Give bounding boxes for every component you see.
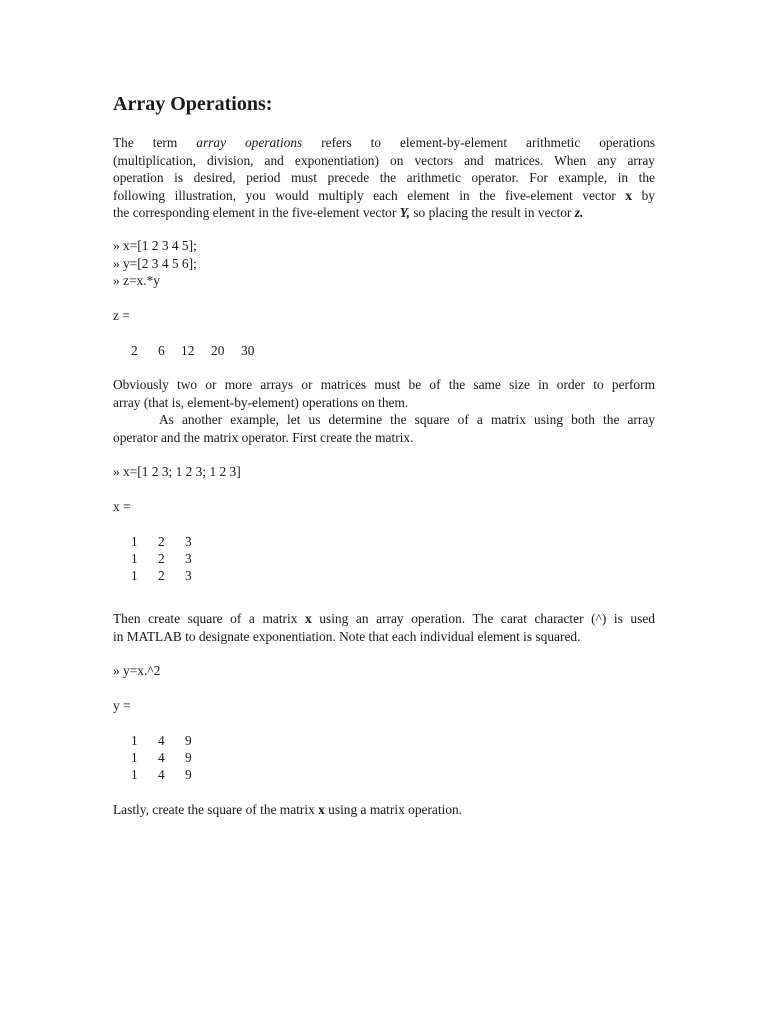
matrix-cell: 4 — [158, 750, 165, 765]
matrix-cell: 4 — [158, 733, 165, 748]
paragraph-3 — [113, 610, 655, 645]
matrix-cell: 9 — [185, 767, 192, 782]
x-matrix-row — [113, 550, 413, 568]
x-label: x = — [113, 499, 131, 514]
vector-y-bold: Y, — [399, 205, 410, 220]
matrix-cell: 9 — [185, 733, 192, 748]
y-matrix-row — [113, 749, 413, 767]
matrix-cell: 4 — [158, 767, 165, 782]
code-line: » x=[1 2 3 4 5]; — [113, 238, 197, 253]
y-label: y = — [113, 698, 131, 713]
paragraph-2-line-4: operator and the matrix operator. First create the matrix. — [113, 429, 414, 445]
intro-line-4: following illustration, you would multiply each element in the five-element vector x by — [113, 187, 655, 203]
code-block-3 — [113, 662, 655, 680]
matrix-cell: 1 — [131, 767, 138, 782]
matrix-cell: 3 — [185, 568, 192, 583]
matrix-cell: 1 — [131, 534, 138, 549]
paragraph-2-line-2: array (that is, element-by-element) operations on them. — [113, 394, 409, 410]
z-value: 12 — [181, 343, 195, 358]
z-value: 2 — [131, 343, 138, 358]
code-line: » z=x.*y — [113, 273, 160, 288]
paragraph-2 — [113, 376, 655, 446]
matrix-cell: 2 — [158, 534, 165, 549]
matrix-cell: 9 — [185, 750, 192, 765]
paragraph-4 — [113, 801, 655, 819]
matrix-cell: 1 — [131, 750, 138, 765]
code-block-1 — [113, 237, 655, 290]
code-line: » x=[1 2 3; 1 2 3; 1 2 3] — [113, 464, 241, 479]
intro-line-1: The term array operations refers to element-by-element arithmetic operations — [113, 135, 656, 150]
term-array-operations: array operations — [196, 135, 303, 150]
matrix-cell: 3 — [185, 551, 192, 566]
matrix-cell: 1 — [131, 551, 138, 566]
paragraph-2-line-3: As another example, let us determine the square of a matrix using both the array — [159, 412, 655, 427]
z-label: z = — [113, 308, 130, 323]
page-title: Array Operations: — [113, 93, 273, 115]
matrix-x-bold: x — [318, 802, 325, 817]
x-matrix-row — [113, 533, 413, 551]
matrix-x-bold: x — [305, 611, 312, 626]
intro-paragraph — [113, 134, 655, 222]
matrix-cell: 2 — [158, 568, 165, 583]
code-line: » y=[2 3 4 5 6]; — [113, 255, 197, 271]
intro-line-2: (multiplication, division, and exponentiation) on vectors and matrices. When any array — [113, 152, 655, 168]
y-matrix-row — [113, 732, 413, 750]
matrix-cell: 2 — [158, 551, 165, 566]
z-value: 30 — [241, 343, 255, 358]
matrix-cell: 1 — [131, 568, 138, 583]
paragraph-2-line-1: Obviously two or more arrays or matrices must be of the same size in order to perform — [113, 377, 655, 392]
z-value: 20 — [211, 343, 225, 358]
intro-line-3: operation is desired, period must precede the arithmetic operator. For example, in the — [113, 170, 655, 185]
paragraph-4-line-1: Lastly, create the square of the matrix x using a matrix operation. — [113, 802, 463, 817]
vector-z-bold: z. — [574, 205, 584, 220]
code-block-2 — [113, 463, 655, 481]
matrix-cell: 3 — [185, 534, 192, 549]
x-matrix-row — [113, 567, 413, 585]
paragraph-3-line-2: in MATLAB to designate exponentiation. Note that each individual element is squared. — [113, 628, 581, 644]
matrix-cell: 1 — [131, 733, 138, 748]
z-result-row — [113, 342, 413, 360]
intro-line-5: the corresponding element in the five-element vector Y, so placing the result in vector z. — [113, 205, 584, 220]
paragraph-3-line-1: Then create square of a matrix x using an array operation. The carat character (^) is used — [113, 611, 655, 626]
y-matrix-row — [113, 766, 413, 784]
code-line: » y=x.^2 — [113, 663, 161, 678]
vector-x-bold: x — [625, 187, 633, 203]
z-value: 6 — [158, 343, 165, 358]
